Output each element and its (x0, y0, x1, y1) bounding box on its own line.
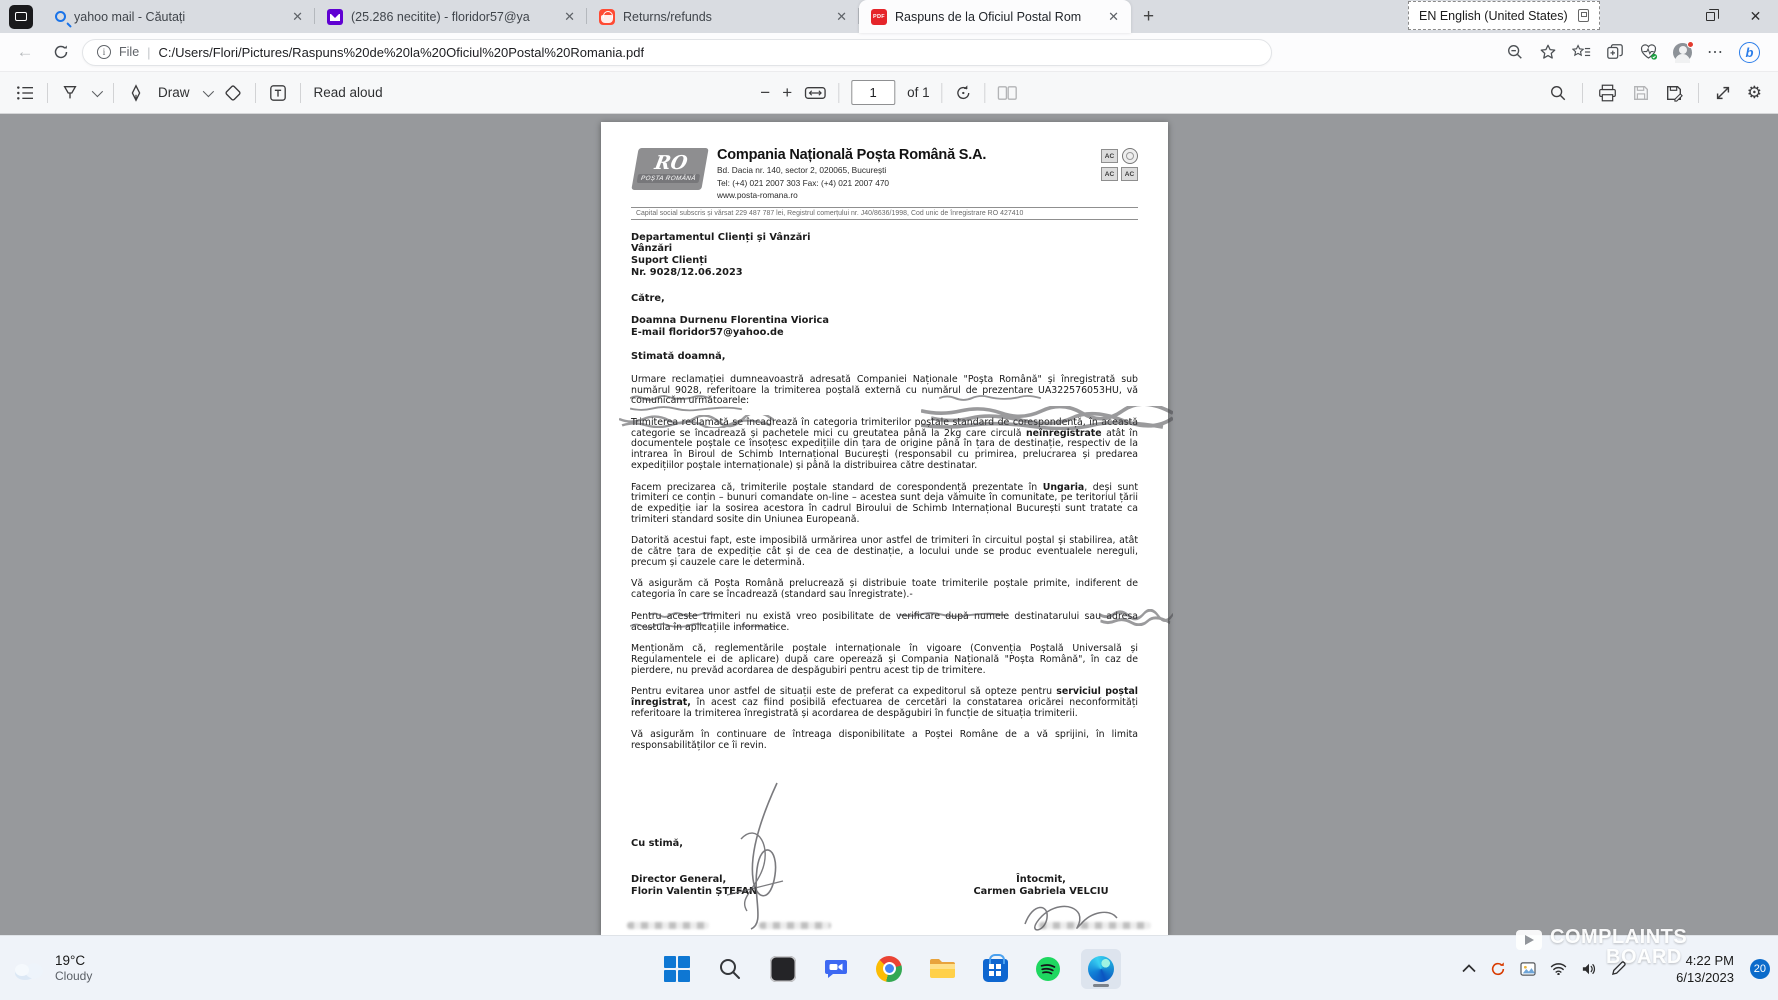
redaction-smudge (759, 922, 831, 929)
window-controls (1688, 0, 1778, 33)
restore-window-button[interactable] (1688, 0, 1733, 33)
start-button[interactable] (657, 949, 697, 989)
tab-title: (25.286 necitite) - floridor57@ya (351, 9, 530, 24)
new-tab-button[interactable]: + (1143, 5, 1155, 27)
page-count-label: of 1 (907, 85, 930, 100)
zoom-indicator-icon[interactable] (1506, 43, 1524, 61)
company-name: Compania Națională Poșta Română S.A. (717, 147, 987, 163)
profile-alert-dot (1687, 41, 1694, 48)
spotify-icon (1035, 956, 1061, 982)
back-button[interactable]: ← (16, 42, 34, 61)
letter-paragraph: Facem precizarea că, trimiterile poștale standard de corespondență prezentate în Ungaria, deși sunt trimiteri ce conțin – bunuri comandate on-line – acestea sunt deja vămuite în comunitate, pe teritoriul țării de expediție iar la sosirea acestora în cadrul Biroului de Schimb Internațional București sunt tratate ca trimiteri standard sosite din Uniunea Europeană. (631, 481, 1138, 525)
language-indicator[interactable] (1408, 1, 1600, 30)
redaction-scribble (921, 406, 1173, 430)
redaction-scribble (649, 611, 715, 618)
wifi-icon[interactable] (1550, 962, 1567, 975)
favorite-star-icon[interactable] (1539, 43, 1557, 61)
tab-close-icon[interactable]: ✕ (1108, 8, 1119, 24)
certification-badges (1101, 148, 1138, 181)
restore-icon (1706, 12, 1715, 21)
tab-close-icon[interactable]: ✕ (564, 8, 575, 24)
closing-phrase: Cu stimă, (631, 838, 683, 849)
input-method-icon (1578, 9, 1589, 22)
save-icon[interactable] (1632, 84, 1650, 102)
certification-stamp-icon (1122, 148, 1138, 164)
weather-temp: 19°C (55, 953, 86, 968)
pdf-favicon-icon: PDF (871, 9, 887, 25)
zoom-in-button[interactable]: + (782, 82, 793, 102)
pen-tray-icon[interactable] (1611, 961, 1626, 976)
draw-dropdown-icon[interactable] (202, 85, 213, 96)
signer-title: Director General, (631, 873, 727, 885)
browser-essentials-icon[interactable] (1639, 43, 1658, 61)
search-button[interactable] (710, 949, 750, 989)
redaction-smudge (1039, 922, 1151, 929)
fit-to-width-icon[interactable] (804, 85, 826, 101)
department-line: Vânzări (631, 243, 673, 255)
recipient-name: Doamna Durnenu Florentina Viorica (631, 315, 829, 327)
microsoft-store-button[interactable] (975, 949, 1015, 989)
recipient-block (631, 315, 1138, 339)
letter-paragraph: Trimiterea reclamată se încadrează în categoria trimiterilor poștale standard de corespondență, în această categorie se încadrează și pachetele mici cu greutatea până la 2kg care circulă neînregistrate atât în documentele poștale ce însoțesc expedițiile din țara de origine până în țara de destinație, respectiv de la intrarea în Biroul de Schimb Internațional București (responsabil cu primirea, prelucrarea și predarea expedițiilor poștale internaționale) și până la distribuirea către destinatar. (631, 416, 1138, 471)
print-icon[interactable] (1598, 84, 1617, 102)
refresh-icon (53, 44, 69, 60)
letter-paragraph: Menționăm că, reglementările poștale internaționale în vigoare (Convenția Poștală Universală și Regulamentele ei de aplicare) după care operează și Compania Națională "Poșta Română", în caz de pierdere, nu prevăd acordarea de despăgubiri pentru acest tip de trimitere. (631, 643, 1138, 676)
tab-title: yahoo mail - Căutați (74, 9, 186, 24)
to-label: Către, (631, 292, 665, 304)
logo-brand-text: POȘTA ROMÂNĂ (636, 174, 700, 183)
director-signature (713, 777, 805, 932)
language-label: EN English (United States) (1419, 8, 1568, 23)
page-number-input[interactable] (851, 80, 895, 105)
redaction-scribble (741, 624, 779, 629)
watermark-line2: BOARD (1606, 946, 1682, 968)
tab-pdf-active[interactable] (859, 0, 1131, 33)
system-tray (1462, 936, 1626, 1000)
company-phone: Tel: (+4) 021 2007 303 Fax: (+4) 021 2007 470 (717, 177, 890, 188)
pdf-viewer[interactable] (0, 114, 1778, 935)
watermark-line1: COMPLAINTS (1550, 926, 1688, 948)
highlighter-dropdown-icon[interactable] (92, 85, 103, 96)
department-line: Suport Clienți (631, 255, 708, 267)
letter-paragraph: Pentru evitarea unor astfel de situații este de preferat ca expeditorul să opteze pentru serviciul poștal înregistrat, în acest caz fiind posibilă efectuarea de cercetări la constatarea oricărei neconformități referitoare la trimiterea înregistrată și acordarea de despăgubiri în funcție de situația trimiterii. (631, 686, 1138, 719)
dark-app-icon (770, 956, 796, 982)
window-outline-icon (15, 12, 27, 21)
store-icon (983, 959, 1008, 982)
fullscreen-icon[interactable] (1714, 84, 1732, 102)
letter-body (631, 375, 1138, 752)
highlighter-icon[interactable] (61, 84, 79, 102)
company-address: Bd. Dacia nr. 140, sector 2, 020065, București (717, 165, 887, 175)
tab-close-icon[interactable]: ✕ (292, 8, 303, 24)
search-favicon-icon (55, 11, 66, 22)
chrome-button[interactable] (869, 949, 909, 989)
read-aloud-button[interactable]: Read aloud (313, 85, 383, 100)
search-document-icon[interactable] (1549, 84, 1567, 102)
tab-title: Returns/refunds (623, 9, 712, 24)
prepared-name: Carmen Gabriela VELCIU (973, 885, 1109, 897)
letterhead (631, 148, 1138, 201)
save-as-icon[interactable] (1665, 84, 1683, 102)
rotate-icon[interactable] (955, 84, 973, 102)
capital-registration-line: Capital social subscris și vărsat 229 487 787 lei, Registrul comerțului nr. J40/8636/1998, Cod unic de înregistrare RO 427410 (631, 207, 1138, 220)
table-of-contents-icon[interactable] (16, 85, 34, 101)
toolbar-actions (1506, 42, 1768, 63)
mail-favicon-icon (327, 9, 343, 25)
close-window-button[interactable]: ✕ (1749, 8, 1762, 24)
tab-close-icon[interactable]: ✕ (836, 8, 847, 24)
prepared-label: Întocmit, (1016, 874, 1066, 885)
tab-yahoo-mail[interactable] (315, 0, 587, 33)
page-info-icon[interactable]: i (97, 45, 111, 59)
collections-icon[interactable] (1606, 43, 1624, 61)
file-scheme-label: File (119, 45, 140, 59)
dark-app-button[interactable] (763, 949, 803, 989)
draw-label[interactable]: Draw (158, 85, 190, 100)
page-view-icon[interactable] (998, 85, 1018, 101)
department-line: Departamentul Clienți și Vânzări (631, 231, 811, 243)
file-explorer-button[interactable] (922, 949, 962, 989)
reference-number: Nr. 9028/12.06.2023 (631, 266, 743, 278)
redaction-scribble (630, 394, 710, 401)
pdf-toolbar (0, 71, 1778, 114)
certification-badge: AC (1101, 149, 1118, 163)
tab-returns-refunds[interactable] (587, 0, 859, 33)
url-field[interactable] (82, 39, 1272, 66)
letter-paragraph: Urmare reclamației dumneavoastră adresată Companiei Naționale "Poșta Română" și înregistrată sub numărul 9028, referitoare la trimiterea poștală externă cu numărul de prezentare UA322576053HU, vă comunicăm următoarele: (631, 373, 1138, 407)
draw-pen-icon[interactable] (127, 84, 145, 102)
redaction-scribble (630, 622, 706, 629)
clock-widget[interactable] (1676, 936, 1734, 1000)
favorites-bar-icon[interactable] (1572, 43, 1591, 61)
windows-logo-icon (664, 956, 690, 982)
department-block (631, 232, 1138, 279)
redaction-scribble (619, 415, 774, 428)
chat-icon (823, 956, 849, 982)
redaction-scribble (630, 405, 742, 412)
photo-tray-icon[interactable] (1520, 962, 1536, 976)
folder-icon (929, 957, 956, 980)
refresh-button[interactable] (46, 37, 76, 67)
clock-date: 6/13/2023 (1676, 969, 1734, 985)
clock-time: 4:22 PM (1685, 952, 1734, 968)
shopping-bag-favicon-icon (599, 9, 615, 25)
logo-ro-text: RO (652, 152, 690, 174)
redaction-scribble (899, 611, 1005, 618)
sync-status-icon[interactable] (1490, 961, 1506, 977)
redaction-scribble (939, 394, 1041, 401)
signer-name: Florin Valentin ȘTEFAN (631, 885, 758, 897)
hidden-icons-chevron-icon[interactable] (1462, 964, 1476, 973)
address-bar (0, 33, 1778, 71)
eraser-icon[interactable] (224, 84, 242, 102)
posta-romana-logo (631, 148, 708, 190)
redaction-scribble (1099, 609, 1173, 626)
tab-actions-button[interactable] (9, 5, 33, 29)
company-website: www.posta-romana.ro (717, 190, 798, 200)
tab-yahoo-search[interactable] (43, 0, 315, 33)
taskbar (0, 935, 1778, 1000)
url-text[interactable]: C:/Users/Flori/Pictures/Raspuns%20de%20la%20Oficiul%20Postal%20Romania.pdf (158, 44, 645, 60)
edge-icon (1088, 956, 1114, 982)
tab-strip (0, 0, 1778, 33)
chrome-icon (876, 956, 902, 982)
taskbar-apps (657, 936, 1121, 1000)
certification-badge: AC (1121, 167, 1138, 181)
volume-icon[interactable] (1581, 962, 1597, 976)
chat-button[interactable] (816, 949, 856, 989)
letter-paragraph: Datorită acestui fapt, este imposibilă urmărirea unor astfel de trimiteri în circuitul poștal și stabilirea, atât de către țara de expediție cât și de cea de destinație, a locului unde se produc eventualele nereguli, precum și cauzele care le determină. (631, 535, 1138, 568)
pdf-settings-gear-icon[interactable]: ⚙ (1746, 82, 1762, 102)
weather-condition: Cloudy (55, 969, 93, 983)
profile-avatar[interactable] (1673, 43, 1692, 62)
letter-paragraph: Pentru aceste trimiteri nu există vreo posibilitate de verificare după numele destinatarului sau adresa acestuia în aplicațiile informatice. (631, 610, 1138, 633)
letter-paragraph: Vă asigurăm că Poșta Română prelucrează și distribuie toate trimiterile poștale primite, indiferent de categoria în care se încadrează (standard sau înregistrate).- (631, 578, 1138, 601)
weather-widget[interactable] (12, 936, 92, 1000)
redaction-smudge (627, 922, 709, 929)
spotify-button[interactable] (1028, 949, 1068, 989)
salutation: Stimată doamnă, (631, 351, 726, 363)
search-icon (718, 957, 742, 981)
zoom-out-button[interactable]: − (760, 82, 771, 102)
cloud-icon (12, 956, 46, 982)
edge-button[interactable] (1081, 949, 1121, 989)
bing-chat-icon[interactable]: b (1739, 42, 1760, 63)
letter-paragraph: Vă asigurăm în continuare de întreaga disponibilitate a Poștei Române de a vă sprijini, în limita responsabilităților ce îi revin. (631, 729, 1138, 752)
url-separator: | (147, 44, 151, 60)
settings-menu-icon[interactable]: ⋯ (1707, 44, 1724, 61)
pdf-page (601, 122, 1168, 935)
tab-title: Raspuns de la Oficiul Postal Rom (895, 9, 1082, 24)
recipient-email: E-mail floridor57@yahoo.de (631, 327, 784, 339)
notification-badge[interactable]: 20 (1750, 959, 1770, 979)
certification-badge: AC (1101, 167, 1118, 181)
add-text-icon[interactable] (269, 84, 287, 102)
